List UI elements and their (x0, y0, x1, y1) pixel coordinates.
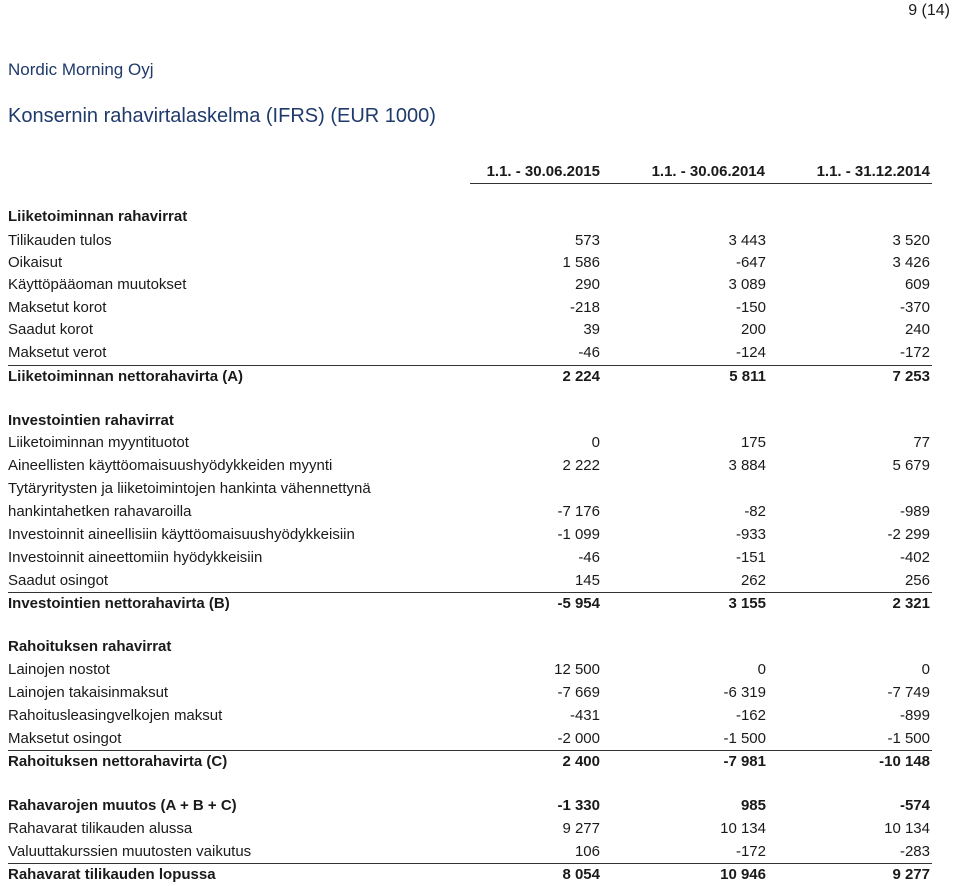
row-label: Maksetut korot (8, 299, 107, 316)
row-label: Käyttöpääoman muutokset (8, 276, 187, 293)
table-row (0, 864, 960, 886)
row-value-col-1: 8 054 (562, 866, 600, 883)
row-value-col-2: -162 (735, 707, 766, 724)
row-label: Investointien nettorahavirta (B) (8, 595, 230, 612)
row-value-col-3: -574 (899, 797, 930, 814)
header-rule (470, 183, 932, 184)
row-value-col-2: -7 981 (723, 753, 766, 770)
row-value-col-2: 5 811 (729, 368, 766, 385)
row-value-col-1: -2 000 (557, 730, 600, 747)
row-value-col-3: 5 679 (892, 457, 930, 474)
row-value-col-1: -218 (569, 299, 600, 316)
table-row (0, 593, 960, 615)
total-rule (8, 750, 932, 751)
table-row (0, 230, 960, 252)
row-value-col-1: 2 222 (562, 457, 600, 474)
row-value-col-2: 200 (740, 321, 766, 338)
row-label: Oikaisut (8, 254, 63, 271)
row-value-col-1: 1 586 (562, 254, 600, 271)
row-value-col-3: -10 148 (879, 753, 930, 770)
row-value-col-1: 573 (574, 232, 600, 249)
row-value-col-1: 12 500 (554, 661, 600, 678)
row-label: Rahoituksen rahavirrat (8, 638, 172, 655)
row-value-col-3: -989 (899, 503, 930, 520)
row-value-col-3: 10 134 (884, 820, 930, 837)
table-row (0, 524, 960, 546)
table-row (0, 547, 960, 569)
table-row (0, 501, 960, 523)
row-label: Lainojen takaisinmaksut (8, 684, 169, 701)
page-number: 9 (14) (908, 2, 950, 19)
row-label: Lainojen nostot (8, 661, 110, 678)
row-label: Liiketoiminnan rahavirrat (8, 208, 188, 225)
row-value-col-1: -46 (578, 549, 600, 566)
row-label: Rahavarat tilikauden alussa (8, 820, 193, 837)
row-value-col-3: 2 321 (892, 595, 930, 612)
row-value-col-1: 9 277 (562, 820, 600, 837)
row-value-col-2: 3 155 (728, 595, 766, 612)
table-row (0, 297, 960, 319)
row-value-col-3: -2 299 (887, 526, 930, 543)
row-value-col-2: 3 443 (728, 232, 766, 249)
table-row (0, 432, 960, 454)
row-label: Tytäryritysten ja liiketoimintojen hankinta vähennettynä (8, 480, 371, 497)
row-value-col-3: -402 (899, 549, 930, 566)
total-rule (8, 365, 932, 366)
row-value-col-1: -7 669 (557, 684, 600, 701)
row-value-col-3: 0 (921, 661, 930, 678)
table-row (0, 841, 960, 863)
row-value-col-3: -7 749 (887, 684, 930, 701)
page-title: Konsernin rahavirtalaskelma (IFRS) (EUR 1000) (8, 105, 436, 127)
row-label: Investoinnit aineellisiin käyttöomaisuushyödykkeisiin (8, 526, 355, 543)
row-value-col-1: 2 224 (562, 368, 600, 385)
row-value-col-2: -647 (735, 254, 766, 271)
total-rule (8, 863, 932, 864)
table-row (0, 728, 960, 750)
row-value-col-1: -7 176 (557, 503, 600, 520)
row-value-col-2: 10 946 (720, 866, 766, 883)
row-value-col-3: 77 (913, 434, 930, 451)
row-value-col-2: 10 134 (720, 820, 766, 837)
table-row (0, 570, 960, 592)
row-label: Saadut korot (8, 321, 94, 338)
row-value-col-3: -899 (899, 707, 930, 724)
table-row (0, 366, 960, 388)
row-value-col-2: -933 (735, 526, 766, 543)
row-value-col-1: -46 (578, 344, 600, 361)
column-header-2014-full-year: 1.1. - 31.12.2014 (816, 163, 930, 180)
row-value-col-1: 106 (574, 843, 600, 860)
row-value-col-2: 3 884 (728, 457, 766, 474)
row-value-col-2: -1 500 (723, 730, 766, 747)
table-row (0, 795, 960, 817)
row-label: Aineellisten käyttöomaisuushyödykkeiden myynti (8, 457, 333, 474)
row-value-col-1: 39 (583, 321, 600, 338)
row-value-col-3: 7 253 (892, 368, 930, 385)
row-label: Valuuttakurssien muutosten vaikutus (8, 843, 252, 860)
row-value-col-2: 985 (740, 797, 766, 814)
row-label: Tilikauden tulos (8, 232, 112, 249)
column-header-2014-h1: 1.1. - 30.06.2014 (651, 163, 765, 180)
row-value-col-1: 145 (574, 572, 600, 589)
row-value-col-2: -172 (735, 843, 766, 860)
table-row (0, 818, 960, 840)
row-value-col-3: -1 500 (887, 730, 930, 747)
row-value-col-2: -150 (735, 299, 766, 316)
row-value-col-1: 2 400 (562, 753, 600, 770)
row-value-col-2: 0 (757, 661, 766, 678)
row-label: Rahoitusleasingvelkojen maksut (8, 707, 223, 724)
row-value-col-3: 9 277 (892, 866, 930, 883)
row-value-col-3: -172 (899, 344, 930, 361)
row-value-col-2: 175 (740, 434, 766, 451)
row-label: Rahavarat tilikauden lopussa (8, 866, 216, 883)
table-row (0, 274, 960, 296)
row-value-col-2: 3 089 (728, 276, 766, 293)
row-value-col-1: -431 (569, 707, 600, 724)
row-label: Investoinnit aineettomiin hyödykkeisiin (8, 549, 263, 566)
row-value-col-1: -5 954 (557, 595, 600, 612)
table-row (0, 455, 960, 477)
row-value-col-2: -6 319 (723, 684, 766, 701)
row-value-col-3: 240 (904, 321, 930, 338)
row-value-col-2: -82 (744, 503, 766, 520)
row-value-col-2: -124 (735, 344, 766, 361)
row-value-col-1: 0 (591, 434, 600, 451)
table-row (0, 751, 960, 773)
row-label: hankintahetken rahavaroilla (8, 503, 192, 520)
table-row (0, 342, 960, 364)
table-row (0, 319, 960, 341)
section-heading (0, 206, 960, 228)
table-row (0, 252, 960, 274)
row-value-col-3: -370 (899, 299, 930, 316)
row-value-col-1: -1 330 (557, 797, 600, 814)
row-value-col-1: 290 (574, 276, 600, 293)
row-label: Maksetut verot (8, 344, 107, 361)
table-row (0, 682, 960, 704)
row-label: Investointien rahavirrat (8, 412, 174, 429)
row-label: Maksetut osingot (8, 730, 122, 747)
row-value-col-3: -283 (899, 843, 930, 860)
column-header-2015-h1: 1.1. - 30.06.2015 (486, 163, 600, 180)
row-label: Rahoituksen nettorahavirta (C) (8, 753, 228, 770)
row-label: Liiketoiminnan nettorahavirta (A) (8, 368, 244, 385)
row-value-col-3: 609 (904, 276, 930, 293)
table-row (0, 659, 960, 681)
row-label: Liiketoiminnan myyntituotot (8, 434, 189, 451)
row-label: Saadut osingot (8, 572, 109, 589)
row-label: Rahavarojen muutos (A + B + C) (8, 797, 237, 814)
row-value-col-3: 3 426 (892, 254, 930, 271)
row-value-col-2: 262 (740, 572, 766, 589)
row-value-col-1: -1 099 (557, 526, 600, 543)
company-name: Nordic Morning Oyj (8, 60, 154, 79)
row-value-col-2: -151 (735, 549, 766, 566)
table-row (0, 478, 960, 500)
section-heading (0, 636, 960, 658)
table-row (0, 705, 960, 727)
row-value-col-3: 3 520 (892, 232, 930, 249)
row-value-col-3: 256 (904, 572, 930, 589)
section-heading (0, 410, 960, 432)
total-rule (8, 592, 932, 593)
